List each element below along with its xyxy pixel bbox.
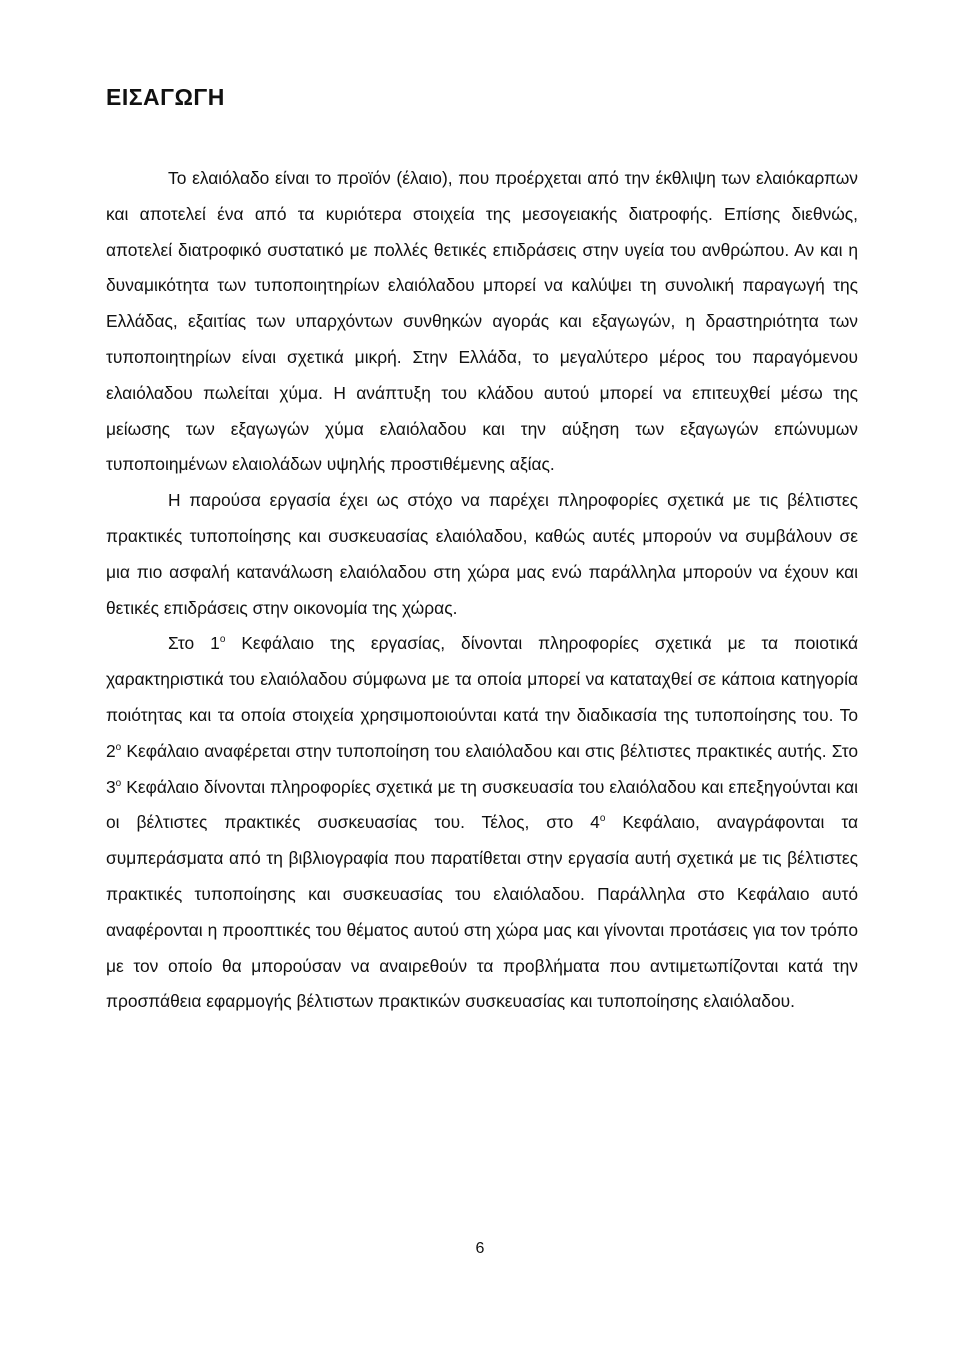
ordinal-superscript-2: ο	[115, 741, 122, 753]
paragraph-1: Το ελαιόλαδο είναι το προϊόν (έλαιο), που προέρχεται από την έκθλιψη των ελαιόκαρπων και αποτελεί ένα από τα κυριότερα στοιχεία της μεσογειακής διατροφής. Επίσης διεθνώς, αποτελεί διατροφικό συστατικό με πολλές θετικές επιδράσεις στην υγεία του ανθρώπου. Αν και η δυναμικότητα των τυποποιητηρίων ελαιόλαδου μπορεί να καλύψει τη συνολική παραγωγή της Ελλάδας, εξαιτίας των υπαρχόντων συνθηκών αγοράς και εξαγωγών, η δραστηριότητα των τυποποιητηρίων είναι σχετικά μικρή. Στην Ελλάδα, το μεγαλύτερο μέρος του παραγόμενου ελαιόλαδου πωλείται χύμα. Η ανάπτυξη του κλάδου αυτού μπορεί να επιτευχθεί μέσω της μείωσης των εξαγωγών χύμα ελαιόλαδου και την αύξηση των εξαγωγών επώνυμων τυποποιημένων ελαιολάδων υψηλής προστιθέμενης αξίας.	[106, 168, 858, 475]
section-heading: ΕΙΣΑΓΩΓΗ	[106, 84, 225, 110]
paragraph-3-text-4: Κεφάλαιο δίνονται πληροφορίες σχετικά με τη συσκευασία του ελαιόλαδου και επεξηγούνται και οι βέλτιστες πρακτικές συσκευασίας του. Τέλος, στο 4	[106, 776, 858, 833]
paragraph-2: Η παρούσα εργασία έχει ως στόχο να παρέχει πληροφορίες σχετικά με τις βέλτιστες πρακτικές τυποποίησης και συσκευασίας ελαιόλαδου, καθώς αυτές μπορούν να συμβάλουν σε μια πιο ασφαλή κατανάλωση ελαιόλαδου στη χώρα μας ενώ παράλληλα μπορούν να έχουν και θετικές επιδράσεις στην οικονομία της χώρας.	[106, 490, 858, 618]
page-number: 6	[475, 1240, 485, 1257]
ordinal-superscript-1: ο	[219, 634, 226, 646]
paragraph-3-text-5: Κεφάλαιο, αναγράφονται τα συμπεράσματα από τη βιβλιογραφία που παρατίθεται στην εργασία αυτή σχετικά με τις βέλτιστες πρακτικές τυποποίησης και συσκευασίας του ελαιόλαδου. Παράλληλα στο Κεφάλαιο αυτό αναφέρονται η προοπτικές του θέματος αυτού στη χώρα μας και γίνονται προτάσεις για τον τρόπο με τον οποίο θα μπορούσαν να αναιρεθούν τα προβλήματα που αντιμετωπίζονται κατά την προσπάθεια εφαρμογής βέλτιστων πρακτικών συσκευασίας και τυποποίησης ελαιόλαδου.	[106, 812, 858, 1012]
paragraph-3	[106, 626, 858, 1020]
paragraph-3-text-1: Στο 1	[168, 633, 220, 654]
paragraph-3-text-2: Κεφάλαιο της εργασίας, δίνονται πληροφορίες σχετικά με τα ποιοτικά χαρακτηριστικά του ελαιόλαδου σύμφωνα με τα οποία μπορεί να καταταχθεί σε κάποια κατηγορία ποιότητας και τα οποία στοιχεία χρησιμοποιούνται κατά την διαδικασία της τυποποίησης του. Το 2	[106, 633, 858, 761]
ordinal-superscript-3: ο	[115, 777, 122, 789]
paragraph-3-text-3: Κεφάλαιο αναφέρεται στην τυποποίηση του ελαιόλαδου και στις βέλτιστες πρακτικές αυτής. Στο 3	[106, 740, 858, 797]
ordinal-superscript-4: ο	[599, 813, 606, 825]
body-text	[106, 161, 858, 1020]
